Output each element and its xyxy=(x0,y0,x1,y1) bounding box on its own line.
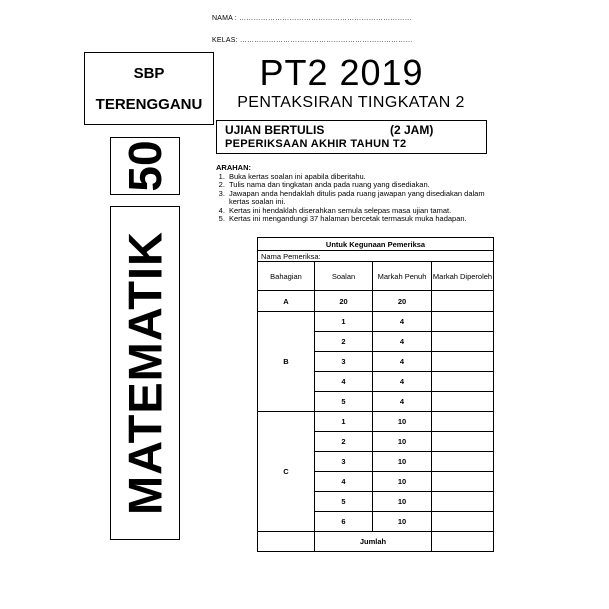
marks-obtained-cell[interactable] xyxy=(432,392,494,412)
organizer-box xyxy=(84,52,214,125)
subject-code-box xyxy=(110,137,180,195)
paper-duration: (2 JAM) xyxy=(390,123,434,137)
question-number: 4 xyxy=(315,372,373,392)
marks-obtained-cell[interactable] xyxy=(432,332,494,352)
exam-subtitle: PENTAKSIRAN TINGKATAN 2 xyxy=(237,94,465,111)
full-marks: 4 xyxy=(373,392,432,412)
subject-code: 50 xyxy=(119,140,171,192)
marks-obtained-cell[interactable] xyxy=(432,412,494,432)
examiner-marks-table xyxy=(257,237,494,552)
marks-obtained-cell[interactable] xyxy=(432,312,494,332)
header-marks-obtained: Markah Diperoleh xyxy=(432,262,494,291)
full-marks: 10 xyxy=(373,492,432,512)
paper-type: UJIAN BERTULIS xyxy=(225,123,325,137)
total-spacer xyxy=(258,532,315,552)
full-marks: 4 xyxy=(373,332,432,352)
full-marks: 10 xyxy=(373,452,432,472)
instruction-item: 4. Kertas ini hendaklah diserahkan semula selepas masa ujian tamat. xyxy=(227,207,496,216)
question-number: 1 xyxy=(315,412,373,432)
marks-obtained-cell[interactable] xyxy=(432,472,494,492)
marks-obtained-cell[interactable] xyxy=(432,291,494,312)
marks-obtained-cell[interactable] xyxy=(432,352,494,372)
organizer-line-1: SBP xyxy=(133,64,165,82)
full-marks: 10 xyxy=(373,412,432,432)
exam-name: PEPERIKSAAN AKHIR TAHUN T2 xyxy=(225,138,407,150)
instructions xyxy=(216,164,496,224)
marks-obtained-cell[interactable] xyxy=(432,452,494,472)
full-marks: 4 xyxy=(373,372,432,392)
instruction-item: 3. Jawapan anda hendaklah ditulis pada ruang jawapan yang disediakan dalam kertas soalan ini. xyxy=(227,190,496,207)
instruction-item: 5. Kertas ini mengandungi 37 halaman bercetak termasuk muka hadapan. xyxy=(227,215,496,224)
table-title: Untuk Kegunaan Pemeriksa xyxy=(258,238,494,251)
question-number: 2 xyxy=(315,432,373,452)
question-number: 5 xyxy=(315,392,373,412)
full-marks: 20 xyxy=(373,291,432,312)
full-marks: 10 xyxy=(373,512,432,532)
section-label: A xyxy=(258,291,315,312)
class-field[interactable]: KELAS: ……………………………………………………………… xyxy=(212,37,413,44)
instruction-item: 2. Tulis nama dan tingkatan anda pada ruang yang disediakan. xyxy=(227,181,496,190)
question-number: 2 xyxy=(315,332,373,352)
full-marks: 4 xyxy=(373,352,432,372)
question-number: 4 xyxy=(315,472,373,492)
marks-obtained-cell[interactable] xyxy=(432,512,494,532)
question-number: 20 xyxy=(315,291,373,312)
instructions-heading: ARAHAN: xyxy=(216,163,251,172)
instructions-list xyxy=(216,173,496,224)
marks-obtained-cell[interactable] xyxy=(432,432,494,452)
question-number: 6 xyxy=(315,512,373,532)
marks-obtained-cell[interactable] xyxy=(432,492,494,512)
subject-name: MATEMATIK xyxy=(118,231,172,515)
examiner-name-field[interactable]: Nama Pemeriksa: xyxy=(258,251,494,262)
name-field[interactable]: NAMA : ……………………………………………………………… xyxy=(212,15,412,22)
paper-info-box xyxy=(216,120,487,154)
exam-title: PT2 2019 xyxy=(259,52,424,93)
question-number: 1 xyxy=(315,312,373,332)
total-marks-cell[interactable] xyxy=(432,532,494,552)
question-number: 3 xyxy=(315,452,373,472)
full-marks: 10 xyxy=(373,472,432,492)
question-number: 5 xyxy=(315,492,373,512)
instruction-item: 1. Buka kertas soalan ini apabila diberitahu. xyxy=(227,173,496,182)
header-section: Bahagian xyxy=(258,262,315,291)
total-label: Jumlah xyxy=(315,532,432,552)
header-full-marks: Markah Penuh xyxy=(373,262,432,291)
marks-obtained-cell[interactable] xyxy=(432,372,494,392)
full-marks: 10 xyxy=(373,432,432,452)
question-number: 3 xyxy=(315,352,373,372)
header-question: Soalan xyxy=(315,262,373,291)
section-label: B xyxy=(258,312,315,412)
full-marks: 4 xyxy=(373,312,432,332)
section-label: C xyxy=(258,412,315,532)
subject-box xyxy=(110,206,180,540)
organizer-line-2: TERENGGANU xyxy=(95,95,203,113)
